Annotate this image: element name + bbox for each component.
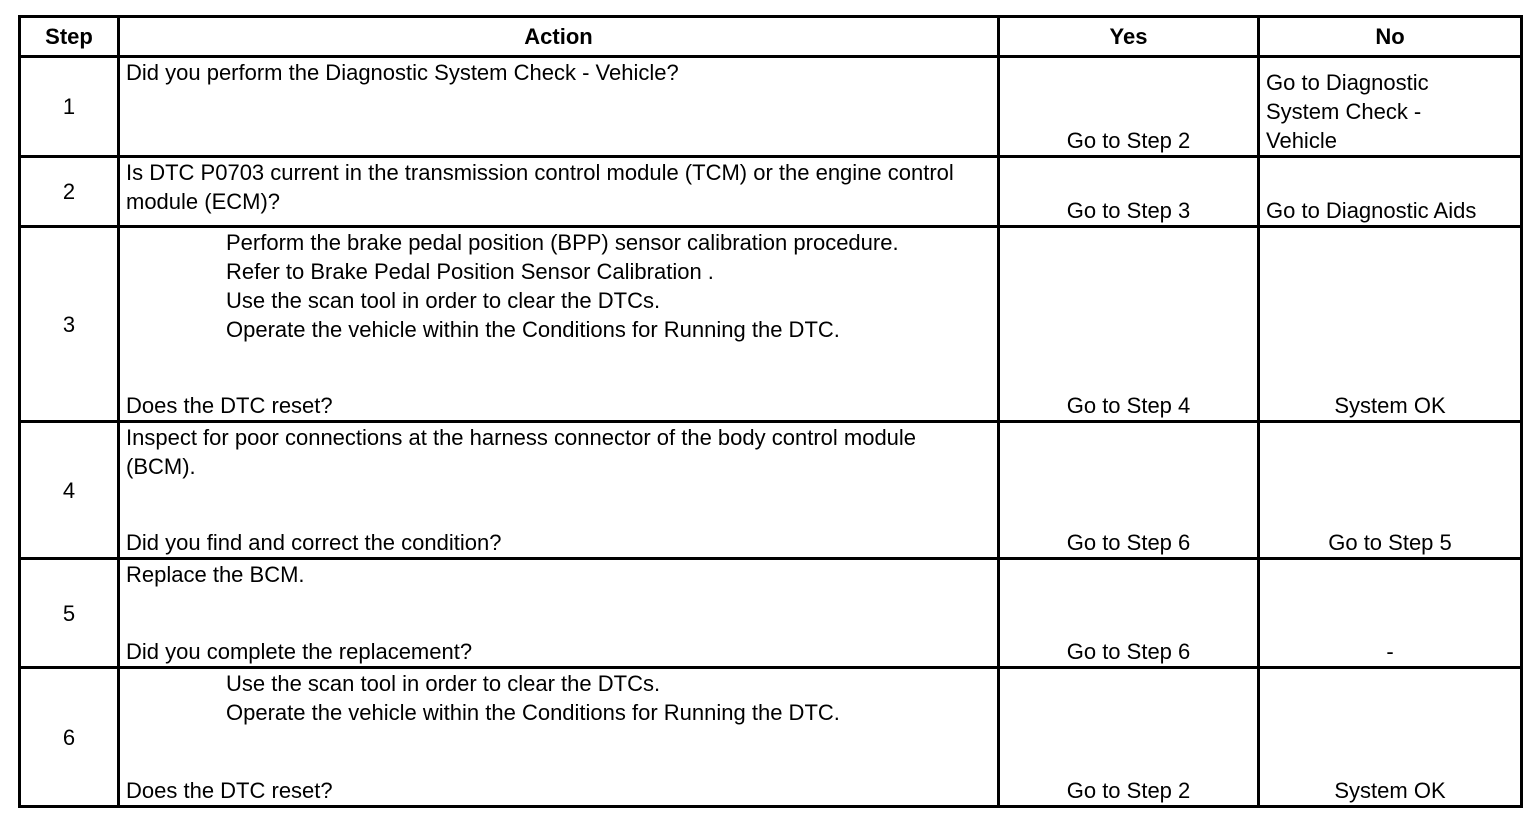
action-text: Is DTC P0703 current in the transmission control module (TCM) or the engine control module (ECM)? (126, 160, 954, 214)
action-cell (119, 668, 999, 807)
no-cell: Go to Diagnostic System Check - Vehicle (1259, 57, 1522, 157)
step-number: 5 (20, 559, 119, 668)
action-content (126, 560, 991, 666)
substep: Operate the vehicle within the Conditions for Running the DTC. (226, 317, 840, 342)
action-content (126, 423, 991, 557)
table-row (20, 559, 1522, 668)
table-row (20, 227, 1522, 422)
substep: Use the scan tool in order to clear the DTCs. (226, 288, 661, 313)
header-no: No (1259, 17, 1522, 57)
action-content (126, 669, 991, 805)
header-step: Step (20, 17, 119, 57)
table-header-row (20, 17, 1522, 57)
no-cell: Go to Step 5 (1259, 422, 1522, 559)
no-cell: Go to Diagnostic Aids (1259, 157, 1522, 227)
substep: Operate the vehicle within the Conditions for Running the DTC. (226, 700, 840, 725)
action-question: Did you find and correct the condition? (126, 530, 502, 555)
yes-cell: Go to Step 6 (999, 422, 1259, 559)
step-number: 4 (20, 422, 119, 559)
step-number: 3 (20, 227, 119, 422)
yes-cell: Go to Step 2 (999, 668, 1259, 807)
substep: Perform the brake pedal position (BPP) sensor calibration procedure. (226, 230, 899, 255)
yes-cell: Go to Step 6 (999, 559, 1259, 668)
no-cell: - (1259, 559, 1522, 668)
no-cell: System OK (1259, 227, 1522, 422)
yes-cell: Go to Step 4 (999, 227, 1259, 422)
action-question: Does the DTC reset? (126, 393, 333, 418)
step-number: 1 (20, 57, 119, 157)
yes-cell: Go to Step 2 (999, 57, 1259, 157)
step-number: 6 (20, 668, 119, 807)
action-text: Did you perform the Diagnostic System Check - Vehicle? (126, 60, 679, 85)
action-question: Did you complete the replacement? (126, 639, 473, 664)
action-text: Replace the BCM. (126, 562, 305, 587)
table-row (20, 422, 1522, 559)
action-cell (119, 157, 999, 227)
no-cell: System OK (1259, 668, 1522, 807)
action-question: Does the DTC reset? (126, 778, 333, 803)
step-number: 2 (20, 157, 119, 227)
action-cell (119, 57, 999, 157)
action-text: Inspect for poor connections at the harness connector of the body control module (BCM). (126, 425, 917, 479)
action-cell (119, 559, 999, 668)
table-row (20, 157, 1522, 227)
yes-cell: Go to Step 3 (999, 157, 1259, 227)
table-row (20, 668, 1522, 807)
action-content (126, 228, 991, 420)
substep: Refer to Brake Pedal Position Sensor Calibration . (226, 259, 714, 284)
table-row (20, 57, 1522, 157)
header-action: Action (119, 17, 999, 57)
diagnostic-table (18, 15, 1523, 808)
action-cell (119, 422, 999, 559)
action-cell (119, 227, 999, 422)
header-yes: Yes (999, 17, 1259, 57)
substep: Use the scan tool in order to clear the DTCs. (226, 671, 661, 696)
